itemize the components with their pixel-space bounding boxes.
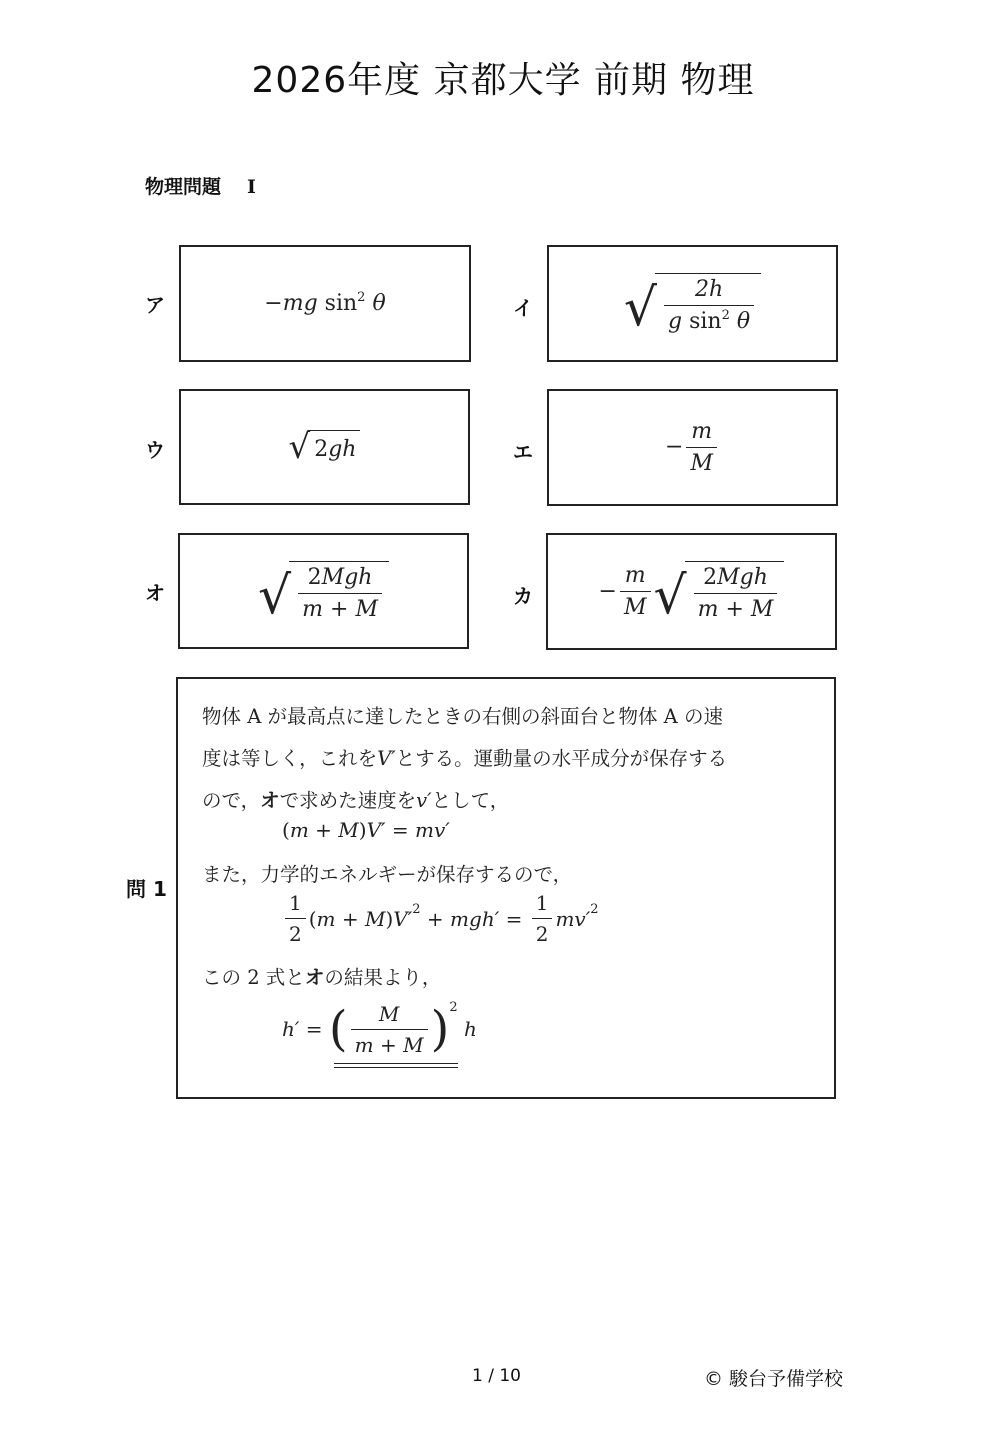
section-label: 物理問題 [145, 176, 222, 198]
answer-formula-o: √ $\frac{\text{2Mgh}}{m + M}$ [258, 561, 389, 622]
page-number: 1 / 10 [472, 1366, 521, 1386]
page-title: 2026年度 京都大学 前期 物理 [251, 60, 755, 101]
solution-line-5: この 2 式とオの結果より， [202, 966, 442, 989]
answer-box-u [179, 389, 470, 505]
answer-formula-e: − $\frac{m}{M}$ [665, 419, 720, 476]
question1-label: 問 1 [126, 877, 167, 901]
answer-label-a: ア [145, 293, 165, 317]
answer-formula-a: −mg $\sin^2 \theta$ [264, 290, 386, 316]
answer-label-e: エ [513, 440, 533, 464]
question1-solution-box [176, 677, 836, 1099]
answer-label-ka: カ [513, 584, 533, 608]
answer-label-i: イ [513, 296, 533, 320]
solution-line-4: また，力学的エネルギーが保存するので， [202, 863, 573, 886]
solution-line-1: 物体 A が最高点に達したときの右側の斜面台と物体 A の速 [202, 705, 723, 728]
answer-double-underline [334, 1063, 458, 1068]
result-equation: h′ = ( $\frac{M}{m + M}$ ) 2 h [282, 999, 477, 1057]
energy-equation: $\frac{1}{2}$ ( m + M ) V′ 2 + mgh′ = $\frac{1}{2}$ mv′ 2 [282, 891, 599, 946]
section-heading [145, 172, 256, 199]
answer-label-u: ウ [145, 438, 165, 462]
answer-box-i [547, 245, 838, 362]
answer-label-o: オ [145, 581, 165, 605]
answer-box-ka [546, 533, 837, 650]
solution-line-2: 度は等しく，これをV′とする。運動量の水平成分が保存する [202, 747, 728, 770]
answer-formula-u: √ 2 gh [289, 430, 361, 464]
solution-line-3: ので，オで求めた速度をv′として， [202, 789, 510, 812]
momentum-equation: ( m + M ) V′ = mv′ [282, 818, 450, 842]
answer-formula-i: √ $\frac{2h}{g \sin^2 \theta}$ [624, 273, 761, 334]
section-numeral: Ⅰ [247, 176, 256, 198]
copyright: © 駿台予備学校 [704, 1368, 844, 1390]
answer-formula-ka: − $\frac{m}{M}$ √ $\frac{\text{2Mgh}}{m + M}$ [599, 561, 785, 622]
answer-box-o [178, 533, 469, 649]
answer-box-e [547, 389, 838, 506]
answer-box-a [179, 245, 471, 362]
